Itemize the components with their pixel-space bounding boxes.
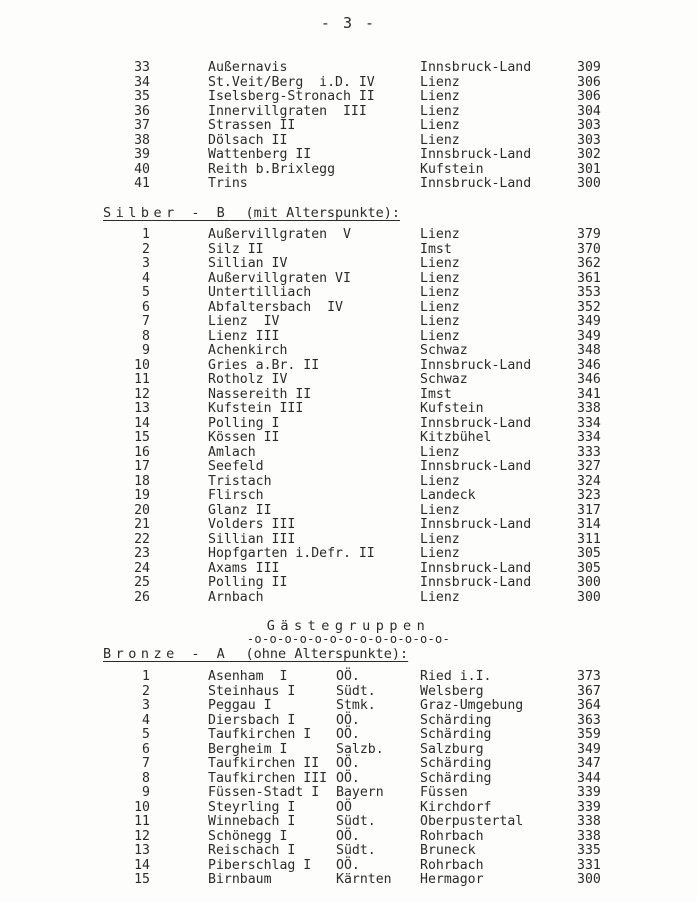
row-num: 17 xyxy=(134,459,150,474)
row-name: Glanz II xyxy=(208,502,272,518)
bronze-heading xyxy=(103,646,408,662)
row-state: Kärnten xyxy=(336,872,392,887)
row-district: Lienz xyxy=(420,256,460,271)
table-row xyxy=(0,830,697,845)
row-score: 344 xyxy=(577,770,601,786)
row-name: Kössen II xyxy=(208,430,280,445)
row-state: Salzb. xyxy=(336,741,384,757)
row-district: Oberpustertal xyxy=(420,814,524,829)
table-row xyxy=(0,489,697,504)
row-score: 349 xyxy=(577,741,601,757)
row-num: 34 xyxy=(134,74,150,90)
table-row xyxy=(0,286,697,301)
row-district: Bruneck xyxy=(420,843,476,858)
row-num: 5 xyxy=(142,285,150,300)
row-score: 334 xyxy=(577,415,601,431)
table-row xyxy=(0,177,697,192)
row-num: 11 xyxy=(134,814,150,829)
row-district: Innsbruck-Land xyxy=(420,147,532,162)
row-score: 300 xyxy=(577,176,601,191)
row-score: 363 xyxy=(577,712,601,728)
table-row xyxy=(0,402,697,417)
row-num: 33 xyxy=(134,60,150,75)
row-district: Welsberg xyxy=(420,683,484,699)
table-row xyxy=(0,714,697,729)
row-name: Trins xyxy=(208,176,248,191)
row-district: Lienz xyxy=(420,227,460,242)
row-num: 12 xyxy=(134,386,150,402)
row-num: 4 xyxy=(142,270,150,286)
row-score: 379 xyxy=(577,227,601,242)
row-name: Außervillgraten VI xyxy=(208,270,351,286)
row-name: Abfaltersbach IV xyxy=(208,299,343,315)
row-name: Winnebach I xyxy=(208,814,296,829)
table-row xyxy=(0,315,697,330)
table-row xyxy=(0,373,697,388)
row-num: 7 xyxy=(142,756,150,771)
table-row xyxy=(0,119,697,134)
table-row xyxy=(0,330,697,345)
row-name: Reischach I xyxy=(208,843,296,858)
row-district: Füssen xyxy=(420,785,468,800)
row-score: 339 xyxy=(577,785,601,800)
row-name: Birnbaum xyxy=(208,872,272,887)
row-district: Hermagor xyxy=(420,872,484,887)
row-state: OÖ. xyxy=(336,770,360,786)
row-name: Außervillgraten V xyxy=(208,227,351,242)
row-district: Rohrbach xyxy=(420,857,484,873)
row-state: Südt. xyxy=(336,843,376,858)
row-num: 15 xyxy=(134,430,150,445)
row-score: 300 xyxy=(577,575,601,590)
silber-heading-label: Silber - B xyxy=(103,205,230,221)
table-row xyxy=(0,859,697,874)
bronze-heading-label: Bronze - A xyxy=(103,646,230,662)
silber-heading-note: (mit Alterspunkte): xyxy=(245,205,400,221)
row-name: Dölsach II xyxy=(208,132,288,148)
row-name: Lienz III xyxy=(208,328,280,344)
row-name: Achenkirch xyxy=(208,343,288,358)
table-row xyxy=(0,670,697,685)
row-num: 26 xyxy=(134,589,150,605)
row-score: 306 xyxy=(577,89,601,104)
row-district: Lienz xyxy=(420,89,460,104)
row-num: 14 xyxy=(134,857,150,873)
row-score: 311 xyxy=(577,531,601,547)
row-district: Kufstein xyxy=(420,161,484,177)
row-num: 19 xyxy=(134,488,150,503)
row-name: Polling I xyxy=(208,415,280,431)
row-district: Schärding xyxy=(420,712,492,728)
row-name: Piberschlag I xyxy=(208,857,312,873)
row-name: Gries a.Br. II xyxy=(208,357,320,373)
row-district: Kirchdorf xyxy=(420,799,492,815)
table-row xyxy=(0,699,697,714)
row-district: Lienz xyxy=(420,118,460,133)
row-name: Tristach xyxy=(208,473,272,489)
row-district: Ried i.I. xyxy=(420,669,492,684)
row-state: OÖ. xyxy=(336,756,360,771)
row-district: Lienz xyxy=(420,444,460,460)
row-num: 21 xyxy=(134,517,150,532)
row-state: Südt. xyxy=(336,683,376,699)
row-score: 314 xyxy=(577,517,601,532)
table-row xyxy=(0,873,697,888)
row-score: 305 xyxy=(577,560,601,576)
row-num: 16 xyxy=(134,444,150,460)
row-num: 18 xyxy=(134,473,150,489)
row-num: 3 xyxy=(142,698,150,713)
row-num: 14 xyxy=(134,415,150,431)
row-state: OÖ. xyxy=(336,669,360,684)
row-score: 370 xyxy=(577,241,601,257)
row-district: Graz-Umgebung xyxy=(420,698,524,713)
row-name: Füssen-Stadt I xyxy=(208,785,320,800)
row-name: Rotholz IV xyxy=(208,372,288,387)
row-score: 317 xyxy=(577,502,601,518)
row-name: Amlach xyxy=(208,444,256,460)
row-score: 349 xyxy=(577,328,601,344)
row-num: 12 xyxy=(134,828,150,844)
row-score: 341 xyxy=(577,386,601,402)
row-name: Taufkirchen I xyxy=(208,727,312,742)
row-state: Südt. xyxy=(336,814,376,829)
silber-heading xyxy=(103,205,400,221)
row-name: Innervillgraten III xyxy=(208,103,367,119)
row-score: 349 xyxy=(577,314,601,329)
row-score: 306 xyxy=(577,74,601,90)
row-name: Taufkirchen II xyxy=(208,756,320,771)
row-score: 359 xyxy=(577,727,601,742)
row-num: 2 xyxy=(142,683,150,699)
row-district: Innsbruck-Land xyxy=(420,575,532,590)
row-district: Lienz xyxy=(420,502,460,518)
row-state: OÖ. xyxy=(336,857,360,873)
bronze-heading-note: (ohne Alterspunkte): xyxy=(245,646,409,662)
row-num: 1 xyxy=(142,669,150,684)
row-score: 302 xyxy=(577,147,601,162)
row-score: 300 xyxy=(577,589,601,605)
row-district: Imst xyxy=(420,386,452,402)
row-state: OÖ xyxy=(336,799,352,815)
row-name: Arnbach xyxy=(208,589,264,605)
row-district: Kufstein xyxy=(420,401,484,416)
row-num: 23 xyxy=(134,546,150,561)
row-name: Axams III xyxy=(208,560,280,576)
row-score: 353 xyxy=(577,285,601,300)
row-district: Schwaz xyxy=(420,372,468,387)
table-row xyxy=(0,844,697,859)
row-score: 338 xyxy=(577,401,601,416)
row-name: Seefeld xyxy=(208,459,264,474)
row-name: Wattenberg II xyxy=(208,147,312,162)
section1-list xyxy=(0,61,697,192)
table-row xyxy=(0,272,697,287)
row-score: 305 xyxy=(577,546,601,561)
table-row xyxy=(0,76,697,91)
row-district: Innsbruck-Land xyxy=(420,560,532,576)
row-num: 10 xyxy=(134,799,150,815)
row-num: 5 xyxy=(142,727,150,742)
row-score: 303 xyxy=(577,132,601,148)
row-district: Imst xyxy=(420,241,452,257)
table-row xyxy=(0,243,697,258)
row-name: Nassereith II xyxy=(208,386,312,402)
table-row xyxy=(0,417,697,432)
row-district: Schwaz xyxy=(420,343,468,358)
row-num: 39 xyxy=(134,147,150,162)
row-num: 36 xyxy=(134,103,150,119)
table-row xyxy=(0,576,697,591)
table-row xyxy=(0,228,697,243)
row-score: 304 xyxy=(577,103,601,119)
row-district: Innsbruck-Land xyxy=(420,60,532,75)
table-row xyxy=(0,786,697,801)
row-score: 348 xyxy=(577,343,601,358)
row-district: Innsbruck-Land xyxy=(420,357,532,373)
row-name: St.Veit/Berg i.D. IV xyxy=(208,74,375,90)
row-district: Schärding xyxy=(420,727,492,742)
table-row xyxy=(0,757,697,772)
row-score: 324 xyxy=(577,473,601,489)
row-score: 339 xyxy=(577,799,601,815)
row-district: Lienz xyxy=(420,103,460,119)
row-district: Kitzbühel xyxy=(420,430,492,445)
table-row xyxy=(0,134,697,149)
row-name: Schönegg I xyxy=(208,828,288,844)
table-row xyxy=(0,801,697,816)
table-row xyxy=(0,533,697,548)
row-num: 8 xyxy=(142,328,150,344)
row-name: Silz II xyxy=(208,241,264,257)
guests-title: Gästegruppen xyxy=(266,618,431,634)
row-name: Sillian III xyxy=(208,531,296,547)
row-district: Lienz xyxy=(420,132,460,148)
row-score: 361 xyxy=(577,270,601,286)
row-state: Bayern xyxy=(336,785,384,800)
row-name: Kufstein III xyxy=(208,401,304,416)
table-row xyxy=(0,772,697,787)
row-num: 9 xyxy=(142,785,150,800)
row-state: OÖ. xyxy=(336,828,360,844)
table-row xyxy=(0,301,697,316)
row-district: Innsbruck-Land xyxy=(420,176,532,191)
row-num: 20 xyxy=(134,502,150,518)
table-row xyxy=(0,728,697,743)
table-row xyxy=(0,591,697,606)
bronze-list xyxy=(0,670,697,888)
table-row xyxy=(0,431,697,446)
row-score: 373 xyxy=(577,669,601,684)
row-district: Innsbruck-Land xyxy=(420,415,532,431)
row-score: 309 xyxy=(577,60,601,75)
table-row xyxy=(0,148,697,163)
row-name: Steyrling I xyxy=(208,799,296,815)
row-score: 367 xyxy=(577,683,601,699)
row-district: Schärding xyxy=(420,770,492,786)
row-district: Lienz xyxy=(420,328,460,344)
row-score: 338 xyxy=(577,828,601,844)
row-district: Lienz xyxy=(420,285,460,300)
row-num: 3 xyxy=(142,256,150,271)
row-num: 37 xyxy=(134,118,150,133)
row-score: 346 xyxy=(577,357,601,373)
row-name: Diersbach I xyxy=(208,712,296,728)
row-score: 338 xyxy=(577,814,601,829)
row-name: Lienz IV xyxy=(208,314,280,329)
row-num: 9 xyxy=(142,343,150,358)
row-score: 323 xyxy=(577,488,601,503)
table-row xyxy=(0,460,697,475)
table-row xyxy=(0,163,697,178)
row-num: 35 xyxy=(134,89,150,104)
table-row xyxy=(0,344,697,359)
row-score: 331 xyxy=(577,857,601,873)
row-district: Landeck xyxy=(420,488,476,503)
row-score: 301 xyxy=(577,161,601,177)
row-num: 1 xyxy=(142,227,150,242)
row-state: OÖ. xyxy=(336,727,360,742)
row-district: Schärding xyxy=(420,756,492,771)
row-district: Lienz xyxy=(420,589,460,605)
row-num: 25 xyxy=(134,575,150,590)
row-name: Untertilliach xyxy=(208,285,312,300)
row-num: 4 xyxy=(142,712,150,728)
row-district: Lienz xyxy=(420,314,460,329)
row-num: 10 xyxy=(134,357,150,373)
table-row xyxy=(0,562,697,577)
row-district: Lienz xyxy=(420,270,460,286)
row-num: 41 xyxy=(134,176,150,191)
row-score: 334 xyxy=(577,430,601,445)
row-num: 7 xyxy=(142,314,150,329)
guests-divider: -o-o-o-o-o-o-o-o-o-o-o-o-o- xyxy=(246,632,451,646)
row-num: 40 xyxy=(134,161,150,177)
row-score: 335 xyxy=(577,843,601,858)
row-score: 333 xyxy=(577,444,601,460)
page-number: - 3 - xyxy=(320,14,377,32)
table-row xyxy=(0,547,697,562)
row-name: Peggau I xyxy=(208,698,272,713)
row-name: Iselsberg-Stronach II xyxy=(208,89,375,104)
row-num: 6 xyxy=(142,299,150,315)
row-score: 347 xyxy=(577,756,601,771)
row-district: Rohrbach xyxy=(420,828,484,844)
row-name: Sillian IV xyxy=(208,256,288,271)
table-row xyxy=(0,685,697,700)
row-district: Lienz xyxy=(420,299,460,315)
table-row xyxy=(0,359,697,374)
table-row xyxy=(0,257,697,272)
table-row xyxy=(0,518,697,533)
row-score: 346 xyxy=(577,372,601,387)
row-score: 364 xyxy=(577,698,601,713)
row-score: 303 xyxy=(577,118,601,133)
table-row xyxy=(0,90,697,105)
row-num: 13 xyxy=(134,401,150,416)
table-row xyxy=(0,61,697,76)
row-num: 38 xyxy=(134,132,150,148)
row-district: Lienz xyxy=(420,74,460,90)
row-score: 300 xyxy=(577,872,601,887)
row-num: 6 xyxy=(142,741,150,757)
row-name: Asenham I xyxy=(208,669,288,684)
table-row xyxy=(0,475,697,490)
row-score: 352 xyxy=(577,299,601,315)
row-district: Lienz xyxy=(420,546,460,561)
row-num: 13 xyxy=(134,843,150,858)
table-row xyxy=(0,388,697,403)
table-row xyxy=(0,815,697,830)
row-name: Flirsch xyxy=(208,488,264,503)
row-name: Polling II xyxy=(208,575,288,590)
row-district: Innsbruck-Land xyxy=(420,517,532,532)
table-row xyxy=(0,743,697,758)
table-row xyxy=(0,105,697,120)
row-score: 327 xyxy=(577,459,601,474)
row-num: 15 xyxy=(134,872,150,887)
silber-list xyxy=(0,228,697,605)
row-district: Lienz xyxy=(420,473,460,489)
row-district: Innsbruck-Land xyxy=(420,459,532,474)
row-num: 2 xyxy=(142,241,150,257)
row-name: Steinhaus I xyxy=(208,683,296,699)
table-row xyxy=(0,446,697,461)
row-state: Stmk. xyxy=(336,698,376,713)
row-score: 362 xyxy=(577,256,601,271)
row-name: Strassen II xyxy=(208,118,296,133)
row-name: Reith b.Brixlegg xyxy=(208,161,336,177)
row-name: Hopfgarten i.Defr. II xyxy=(208,546,375,561)
row-num: 24 xyxy=(134,560,150,576)
row-num: 8 xyxy=(142,770,150,786)
row-state: OÖ. xyxy=(336,712,360,728)
row-name: Außernavis xyxy=(208,60,288,75)
row-name: Volders III xyxy=(208,517,296,532)
row-district: Salzburg xyxy=(420,741,484,757)
row-num: 22 xyxy=(134,531,150,547)
row-name: Taufkirchen III xyxy=(208,770,328,786)
row-name: Bergheim I xyxy=(208,741,288,757)
row-district: Lienz xyxy=(420,531,460,547)
table-row xyxy=(0,504,697,519)
row-num: 11 xyxy=(134,372,150,387)
